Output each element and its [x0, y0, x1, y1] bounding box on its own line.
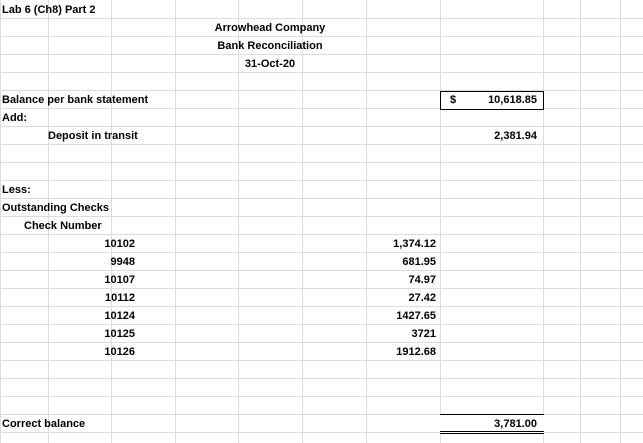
- sheet-title[interactable]: Lab 6 (Ch8) Part 2: [2, 4, 96, 16]
- check-amount[interactable]: 27.42: [408, 292, 436, 304]
- check-amount[interactable]: 681.95: [402, 256, 436, 268]
- check-amount[interactable]: 3721: [411, 328, 436, 340]
- check-amount[interactable]: 1912.68: [396, 346, 436, 358]
- row-divider: [0, 162, 643, 163]
- check-number-label[interactable]: Check Number: [24, 220, 102, 232]
- check-number[interactable]: 10112: [105, 292, 135, 304]
- column-divider: [543, 0, 544, 443]
- row-divider: [0, 378, 643, 379]
- company-name[interactable]: Arrowhead Company: [214, 22, 326, 34]
- check-amount[interactable]: 1427.65: [396, 310, 436, 322]
- less-label[interactable]: Less:: [2, 184, 31, 196]
- check-amount[interactable]: 1,374.12: [393, 238, 436, 250]
- check-number[interactable]: 10126: [104, 346, 135, 358]
- check-number[interactable]: 9948: [110, 256, 135, 268]
- outstanding-label[interactable]: Outstanding Checks: [2, 202, 109, 214]
- deposit-value[interactable]: 2,381.94: [494, 130, 537, 142]
- check-number[interactable]: 10125: [104, 328, 135, 340]
- column-divider: [0, 0, 1, 443]
- add-label[interactable]: Add:: [2, 112, 28, 124]
- column-divider: [440, 0, 441, 443]
- row-divider: [0, 396, 643, 397]
- balance-bank-value: 10,618.85: [488, 94, 537, 106]
- check-number[interactable]: 10102: [104, 238, 135, 250]
- row-divider: [0, 180, 643, 181]
- deposit-label[interactable]: Deposit in transit: [48, 130, 138, 142]
- column-divider: [580, 0, 581, 443]
- check-number[interactable]: 10107: [104, 274, 135, 286]
- check-amount[interactable]: 74.97: [408, 274, 436, 286]
- report-title[interactable]: Bank Reconciliation: [217, 40, 323, 52]
- correct-balance-label[interactable]: Correct balance: [2, 418, 86, 430]
- correct-balance-value: 3,781.00: [494, 418, 537, 430]
- balance-bank-label[interactable]: Balance per bank statement: [2, 94, 149, 106]
- currency-symbol: $: [450, 94, 457, 106]
- column-divider: [366, 0, 367, 443]
- report-date[interactable]: 31-Oct-20: [244, 58, 296, 70]
- column-divider: [620, 0, 621, 443]
- check-number[interactable]: 10124: [104, 310, 135, 322]
